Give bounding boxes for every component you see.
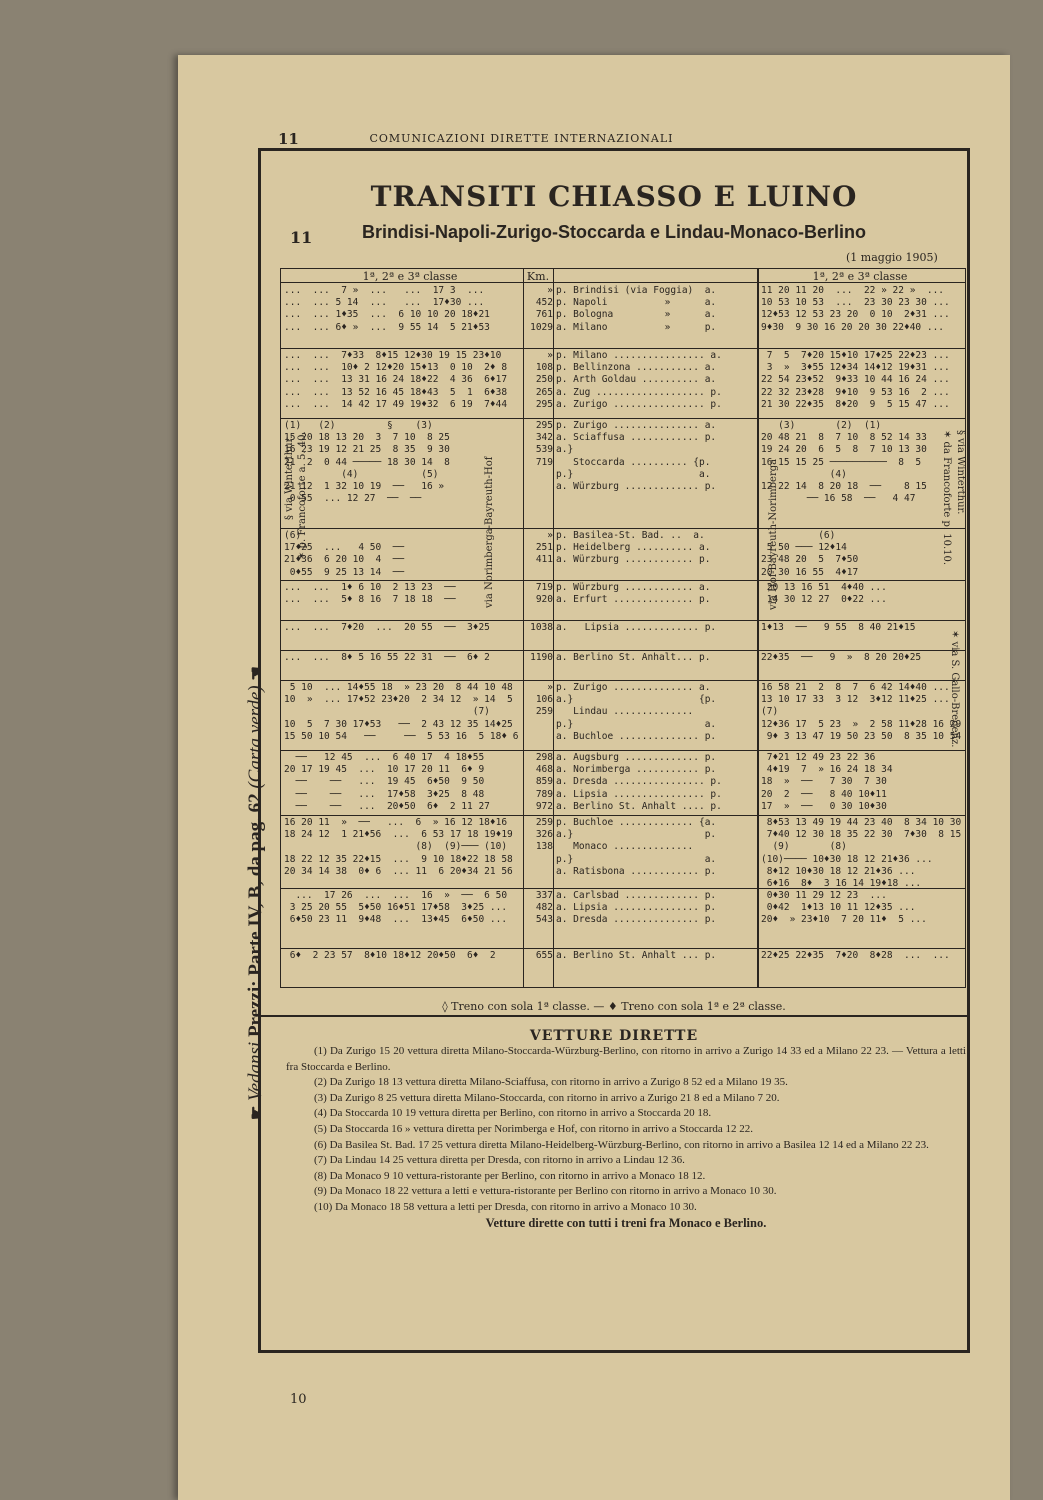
time-row: 18 24 12 1 21♦56 ... 6 53 17 18 19♦19: [284, 829, 513, 841]
time-row: »: [541, 285, 553, 296]
time-row: 20 30 16 55 4♦17: [761, 566, 859, 578]
time-row: 108: [535, 362, 553, 374]
station-row: a. Dresda ............... p.: [556, 914, 717, 926]
stations-block: [556, 950, 754, 962]
station-row: Stoccarda .......... {p.: [556, 456, 711, 468]
station-row: p. Heidelberg .......... a.: [556, 542, 711, 554]
time-row: 16 23 19 12 21 25 8 35 9 30: [284, 444, 450, 456]
time-row: 337: [535, 890, 553, 901]
time-row: 21 30 22♦35 8♦20 9 5 15 47 ...: [761, 398, 950, 410]
block-rule: [280, 528, 966, 529]
time-row: 3 » 3♦55 12♦34 14♦12 19♦31 ...: [761, 362, 950, 374]
time-row: 6♦50 23 11 9♦48 ... 13♦45 6♦50 ...: [284, 914, 508, 926]
page-title: TRANSITI CHIASSO E LUINO: [370, 180, 858, 213]
time-row: 12♦53 12 53 23 20 0 10 2♦31 ...: [761, 309, 950, 321]
block-rule: [280, 620, 966, 621]
note-item: (10) Da Monaco 18 58 vettura a letti per Dresda, con ritorno in arrivo a Monaco 10 30.: [314, 1200, 697, 1213]
header-rule: [280, 282, 966, 283]
km-values-block: [525, 350, 553, 411]
block-rule: [280, 580, 966, 581]
time-row: (3) (2) (1): [761, 420, 882, 431]
time-row: 16 15 15 25 ────────── 8 5: [761, 456, 922, 468]
station-row: a. Lipsia ............. p.: [556, 622, 717, 633]
right-times-block: [761, 950, 965, 962]
time-row: ... ... 5♦ 8 16 7 18 18 ──: [284, 594, 456, 606]
time-row: (1) (2) § (3): [284, 420, 433, 431]
km-values-block: [525, 817, 553, 854]
date-label: (1 maggio 1905): [846, 251, 938, 264]
time-row: 18 » ── 7 30 7 30: [761, 776, 887, 788]
station-row: p. Napoli » a.: [556, 297, 717, 309]
station-row: p.} a.: [556, 853, 717, 865]
station-row: a. Carlsbad ............. p.: [556, 890, 717, 901]
time-row: (4) (5): [284, 468, 439, 480]
time-row: »: [541, 682, 553, 693]
left-times-block: [284, 622, 520, 634]
time-row: ... ... 7 » ... ... 17 3 ...: [284, 285, 485, 296]
sidebar-prezzi: Prezzi:: [245, 980, 266, 1038]
legend: ◊ Treno con sola 1ª classe. — ♦ Treno con sola 1ª e 2ª classe.: [442, 1000, 786, 1013]
left-times-block: [284, 652, 520, 664]
km-values-block: [525, 752, 553, 813]
note-left-winterthur: § via Winterthur.: [284, 435, 295, 520]
station-row: p. Milano ................ a.: [556, 350, 722, 361]
station-row: p. Arth Goldau .......... a.: [556, 374, 717, 386]
pointing-hand-icon: ☚: [248, 666, 265, 681]
time-row: (10)──── 10♦30 18 12 21♦36 ...: [761, 853, 933, 865]
time-row: 21♦36 6 20 10 4 ──: [284, 554, 405, 566]
time-row: ... ... 5 14 ... ... 17♦30 ...: [284, 297, 485, 309]
time-row: ── ── ... 20♦50 6♦ 2 11 27: [284, 800, 490, 812]
station-row: a. Augsburg ............. p.: [556, 752, 717, 763]
time-row: 342: [535, 432, 553, 444]
note-item: (6) Da Basilea St. Bad. 17 25 vettura diretta Milano-Heidelberg-Würzburg-Berlino, con ritorno in arrivo a Basilea 12 14 ed a Milano 22 23.: [314, 1138, 929, 1151]
time-row: 0♦30 11 29 12 23 ...: [761, 890, 887, 901]
time-row: ── 16 58 ── 4 47: [761, 493, 916, 505]
time-row: 10 » ... 17♦52 23♦20 2 34 12 » 14 5: [284, 694, 513, 706]
time-row: (9) (8): [761, 841, 847, 853]
station-row: p. Zurigo ............... a.: [556, 420, 717, 431]
km-values-block: [525, 622, 553, 634]
time-row: 17♦25 ... 4 50 ──: [284, 542, 405, 554]
right-times-block: [761, 682, 965, 743]
km-values-block: [525, 950, 553, 962]
station-row: p. Bellinzona ........... a.: [556, 362, 717, 374]
time-row: 265: [535, 386, 553, 398]
time-row: ... ... 13 52 16 45 18♦43 5 1 6♦38: [284, 386, 508, 398]
time-row: 20♦ » 23♦10 7 20 11♦ 5 ...: [761, 914, 927, 926]
km-values-block: [525, 420, 553, 469]
time-row: 298: [535, 752, 553, 763]
time-row: 411: [535, 554, 553, 566]
right-times-block: [761, 530, 965, 579]
stations-block: [556, 752, 754, 813]
right-times-block: [761, 817, 965, 890]
station-row: p. Zurigo .............. a.: [556, 682, 711, 693]
time-row: 12 22 14 8 20 18 ── 8 15: [761, 481, 927, 493]
time-row: (6): [284, 530, 302, 541]
time-row: ... 17 26 ... ... 16 » ── 6 50: [284, 890, 508, 901]
time-row: 7 5 7♦20 15♦10 17♦25 22♦23 ...: [761, 350, 950, 361]
station-row: p. Brindisi (via Foggia) a.: [556, 285, 717, 296]
block-rule: [280, 888, 966, 889]
left-times-block: [284, 682, 520, 743]
time-row: 16 20 11 » ── ... 6 » 16 12 18♦16: [284, 817, 508, 828]
time-row: »: [541, 350, 553, 361]
time-row: 20 13 16 51 4♦40 ...: [761, 582, 887, 593]
stations-block: [556, 420, 754, 493]
stations-block: [556, 530, 754, 567]
time-row: 17 » ── 0 30 10♦30: [761, 800, 887, 812]
time-row: 19 24 20 6 5 8 7 10 13 30: [761, 444, 927, 456]
stations-block: [556, 622, 754, 634]
time-row: 16 58 21 2 8 7 6 42 14♦40 ...: [761, 682, 950, 693]
time-row: 1190: [530, 652, 553, 663]
station-row: a. Buchloe .............. p.: [556, 730, 717, 742]
right-times-block: [761, 350, 965, 411]
note-item: (5) Da Stoccarda 16 » vettura diretta per Norimberga e Hof, con ritorno in arrivo a Stoccarda 12 22.: [314, 1122, 754, 1135]
block-rule: [280, 348, 966, 349]
time-row: 859: [535, 776, 553, 788]
km-values-block: [525, 652, 553, 664]
time-row: 7♦40 12 30 18 35 22 30 7♦30 8 15: [761, 829, 962, 841]
left-times-block: [284, 950, 520, 962]
note-right-winterthur: § via Winterthur.: [955, 430, 966, 515]
time-row: 251: [535, 542, 553, 554]
running-head: COMUNICAZIONI DIRETTE INTERNAZIONALI: [369, 132, 674, 145]
time-row: 259: [535, 817, 553, 828]
time-row: (7): [284, 706, 490, 718]
note-item: (3) Da Zurigo 8 25 vettura diretta Milano-Stoccarda, con ritorno in arrivo a Zurigo 21 8 ed a Milano 7 20.: [314, 1091, 780, 1104]
left-times-block: [284, 817, 520, 878]
time-row: 5 10 ... 14♦55 18 » 23 20 8 44 10 48: [284, 682, 513, 693]
station-row: a. Würzburg ............ p.: [556, 554, 711, 566]
station-row: a. Erfurt .............. p.: [556, 594, 711, 606]
km-values-block: [525, 682, 553, 719]
stations-block: [556, 817, 754, 878]
time-row: 20 34 14 38 0♦ 6 ... 11 6 20♦34 21 56: [284, 865, 513, 877]
time-row: ── ── ... 17♦58 3♦25 8 48: [284, 788, 485, 800]
station-row: a. Lipsia ............... p.: [556, 902, 717, 914]
station-row: p.} a.: [556, 718, 717, 730]
note-item: (8) Da Monaco 9 10 vettura-ristorante per Berlino, con ritorno in arrivo a Monaco 18 12.: [314, 1169, 706, 1182]
time-row: (7): [761, 706, 779, 718]
time-row: 7♦21 12 49 23 22 36: [761, 752, 876, 763]
right-times-block: [761, 652, 965, 664]
time-row: 719: [535, 582, 553, 593]
divider: [258, 1015, 970, 1017]
note-item: (4) Da Stoccarda 10 19 vettura diretta per Berlino, con ritorno in arrivo a Stoccarda 20 18.: [314, 1107, 712, 1120]
page-subtitle: Brindisi-Napoli-Zurigo-Stoccarda e Lindau-Monaco-Berlino: [361, 222, 867, 242]
time-row: 6♦16 8♦ 3 16 14 19♦18 ...: [761, 878, 922, 890]
time-row: 8♦12 10♦30 18 12 21♦36 ...: [761, 865, 916, 877]
left-times-block: [284, 752, 520, 813]
left-classes-header: 1ª, 2ª e 3ª classe: [362, 270, 458, 283]
time-row: 655: [535, 950, 553, 961]
time-row: ── 12 45 ... 6 40 17 4 18♦55: [284, 752, 485, 763]
time-row: 972: [535, 800, 553, 812]
stations-block: [556, 350, 754, 411]
time-row: 0♦55 9 25 13 14 ──: [284, 566, 405, 578]
time-row: 1038: [530, 622, 553, 633]
note-right-hof: via Hof-Bayreuth-Norimberga: [768, 458, 779, 610]
time-row: 5 50 ─── 12♦14: [761, 542, 847, 554]
page-number-top: 11: [278, 130, 299, 148]
time-row: 8♦53 13 49 19 44 23 40 8 34 10 30: [761, 817, 962, 828]
station-row: p.} a.: [556, 468, 711, 480]
time-row: 295: [535, 420, 553, 431]
time-row: 259: [535, 706, 553, 718]
stations-block: [556, 652, 754, 664]
time-row: 13 10 17 33 3 12 3♦12 11♦25 ...: [761, 694, 950, 706]
time-row: 9♦30 9 30 16 20 20 30 22♦40 ...: [761, 321, 945, 333]
station-row: a.} p.: [556, 829, 717, 841]
time-row: 15 20 18 13 20 3 7 10 8 25: [284, 432, 450, 444]
note-item: (1) Da Zurigo 15 20 vettura diretta Milano-Stoccarda-Würzburg-Berlino, con ritorno in arrivo a Zurigo 14 33 ed a Milano 22 23. — Vettura a letti fra Stoccarda e Berlino.: [286, 1045, 966, 1073]
time-row: 12♦36 17 5 23 » 2 58 11♦28 16 29: [761, 718, 962, 730]
time-row: 22♦25 22♦35 7♦20 8♦28 ... ...: [761, 950, 950, 961]
time-row: ── ── ... 19 45 6♦50 9 50: [284, 776, 485, 788]
table-number: 11: [290, 228, 313, 247]
time-row: 18 22 12 35 22♦15 ... 9 10 18♦22 18 58: [284, 853, 513, 865]
time-row: 250: [535, 374, 553, 386]
time-row: 482: [535, 902, 553, 914]
time-row: ... ... 1♦ 6 10 2 13 23 ──: [284, 582, 456, 593]
right-classes-header: 1ª, 2ª e 3ª classe: [812, 270, 908, 283]
column-divider: [757, 268, 759, 988]
time-row: 0 55 ... 12 27 ── ──: [284, 493, 422, 505]
time-row: 14 30 12 27 0♦22 ...: [761, 594, 887, 606]
station-row: a. Würzburg ............. p.: [556, 481, 717, 493]
time-row: 10 53 10 53 ... 23 30 23 30 ...: [761, 297, 950, 309]
station-row: p. Bologna » a.: [556, 309, 717, 321]
stations-block: [556, 890, 754, 927]
time-row: ... ... 7♦20 ... 20 55 ── 3♦25: [284, 622, 490, 633]
stations-block: [556, 285, 754, 334]
notes-section: [286, 1044, 966, 1231]
km-values-block: [525, 582, 553, 606]
time-row: 9♦ 3 13 47 19 50 23 50 8 35 10 54: [761, 730, 962, 742]
stations-block: [556, 582, 754, 606]
right-times-block: [761, 420, 965, 505]
km-values-block: [525, 890, 553, 927]
left-times-block: [284, 890, 520, 927]
note-item: (9) Da Monaco 18 22 vettura a letti e vettura-ristorante per Berlino con ritorno in arrivo a Monaco 10 30.: [314, 1185, 777, 1198]
time-row: 106: [535, 694, 553, 706]
time-row: 452: [535, 297, 553, 309]
time-row: 1♦13 ── 9 55 8 40 21♦15: [761, 622, 916, 633]
right-times-block: [761, 285, 965, 334]
time-row: ... ... 13 31 16 24 18♦22 4 36 6♦17: [284, 374, 508, 386]
block-rule: [280, 680, 966, 681]
right-times-block: [761, 752, 965, 813]
station-row: a. Berlino St. Anhalt ... p.: [556, 950, 717, 961]
station-row: a.} {p.: [556, 694, 717, 706]
station-row: Monaco ..............: [556, 841, 694, 853]
station-row: a. Norimberga ........... p.: [556, 764, 717, 776]
time-row: 543: [535, 914, 553, 926]
station-row: p. Würzburg ............ a.: [556, 582, 711, 593]
station-row: a. Milano » p.: [556, 321, 717, 333]
right-times-block: [761, 582, 965, 606]
block-rule: [280, 948, 966, 949]
time-row: 23 48 20 5 7♦50: [761, 554, 859, 566]
time-row: 21 12 1 32 10 19 ── 16 »: [284, 481, 445, 493]
notes-title: VETTURE DIRETTE: [529, 1028, 699, 1044]
time-row: 138: [535, 841, 553, 853]
time-row: ... ... 1♦35 ... 6 10 10 20 18♦21: [284, 309, 490, 321]
time-row: 4♦19 7 » 16 24 18 34: [761, 764, 893, 776]
right-times-block: [761, 622, 965, 634]
station-row: a. Dresda ................ p.: [556, 776, 722, 788]
time-row: 22♦35 ── 9 » 8 20 20♦25: [761, 652, 922, 663]
time-row: 468: [535, 764, 553, 776]
time-row: (4): [761, 468, 847, 480]
time-row: 10 5 7 30 17♦53 ── 2 43 12 35 14♦25: [284, 718, 513, 730]
station-row: a. Berlino St. Anhalt .... p.: [556, 800, 722, 812]
note-left-frankfurt: ✶ p. Francoforte a. 5. 40.: [297, 431, 308, 560]
stations-block: [556, 682, 754, 743]
sidebar-main: Parte IV, B, da pag. 62: [245, 793, 266, 976]
time-row: 3 25 20 55 5♦50 16♦51 17♦58 3♦25 ...: [284, 902, 508, 914]
time-row: 539: [535, 444, 553, 456]
time-row: 11 20 11 20 ... 22 » 22 » ...: [761, 285, 945, 296]
station-row: Lindau ..............: [556, 706, 694, 718]
time-row: 22 54 23♦52 9♦33 10 44 16 24 ...: [761, 374, 950, 386]
note-item: (7) Da Lindau 14 25 vettura diretta per Dresda, con ritorno in arrivo a Lindau 12 36.: [314, 1154, 685, 1167]
time-row: ... ... 6♦ » ... 9 55 14 5 21♦53: [284, 321, 490, 333]
station-row: a. Ratisbona ............ p.: [556, 865, 717, 877]
time-row: ... ... 14 42 17 49 19♦32 6 19 7♦44: [284, 398, 508, 410]
time-row: ... ... 7♦33 8♦15 12♦30 19 15 23♦10: [284, 350, 502, 361]
time-row: 0♦42 1♦13 10 11 12♦35 ...: [761, 902, 916, 914]
time-row: (6): [761, 530, 836, 541]
station-row: a. Sciaffusa ............ p.: [556, 432, 717, 444]
block-rule: [280, 650, 966, 651]
time-row: »: [541, 530, 553, 541]
sidebar-italic: Vedansi: [245, 1041, 266, 1101]
notes-final: Vetture dirette con tutti i treni fra Monaco e Berlino.: [485, 1215, 767, 1230]
block-rule: [280, 750, 966, 751]
time-row: 1029: [530, 321, 553, 333]
time-row: 326: [535, 829, 553, 841]
block-rule: [280, 418, 966, 419]
left-times-block: [284, 350, 520, 411]
column-divider: [523, 268, 524, 988]
station-row: a. Berlino St. Anhalt... p.: [556, 652, 711, 663]
time-row: 22 32 23♦28 9♦10 9 53 16 2 ...: [761, 386, 950, 398]
sidebar-paren: (Carta verde): [245, 685, 266, 789]
time-row: 15 50 10 54 ── ── 5 53 16 5 18♦ 6: [284, 730, 519, 742]
station-row: p. Basilea-St. Bad. .. a.: [556, 530, 705, 541]
note-right-frankfurt: ✶ da Francoforte p. 10.10.: [941, 430, 952, 566]
time-row: 920: [535, 594, 553, 606]
station-row: a. Zurigo ................ p.: [556, 398, 722, 410]
km-values-block: [525, 530, 553, 567]
column-divider: [553, 268, 554, 988]
station-row: a. Lipsia ................ p.: [556, 788, 722, 800]
note-item: (2) Da Zurigo 18 13 vettura diretta Milano-Sciaffusa, con ritorno in arrivo a Zurigo 8 52 ed a Milano 19 35.: [314, 1076, 788, 1089]
station-row: p. Buchloe ............. {a.: [556, 817, 717, 828]
time-row: 761: [535, 309, 553, 321]
time-row: 20 2 ── 8 40 10♦11: [761, 788, 887, 800]
block-rule: [280, 815, 966, 816]
time-row: 295: [535, 398, 553, 410]
pointing-hand-icon: ☛: [248, 1105, 265, 1120]
km-values-block: [525, 285, 553, 334]
km-header: Km.: [526, 270, 550, 283]
station-row: a.}: [556, 444, 574, 456]
time-row: ... ... 10♦ 2 12♦20 15♦13 0 10 2♦ 8: [284, 362, 508, 374]
time-row: 21 2 0 44 ───── 18 30 14 8: [284, 456, 450, 468]
note-right-sgallo: ✶ via S. Gallo-Bregenz.: [949, 630, 960, 748]
time-row: 719: [535, 456, 553, 468]
time-row: 789: [535, 788, 553, 800]
time-row: (8) (9)─── (10): [284, 841, 508, 853]
right-times-block: [761, 890, 965, 927]
station-row: a. Zug ................... p.: [556, 386, 722, 398]
page-number-bottom: 10: [290, 1392, 307, 1407]
time-row: ... ... 8♦ 5 16 55 22 31 ── 6♦ 2: [284, 652, 490, 663]
time-row: 6♦ 2 23 57 8♦10 18♦12 20♦50 6♦ 2: [284, 950, 496, 961]
time-row: 20 17 19 45 ... 10 17 20 11 6♦ 9: [284, 764, 485, 776]
time-row: 20 48 21 8 7 10 8 52 14 33: [761, 432, 927, 444]
note-via-norimberga: via Norimberga-Bayreuth-Hof: [484, 456, 495, 608]
left-times-block: [284, 285, 520, 334]
